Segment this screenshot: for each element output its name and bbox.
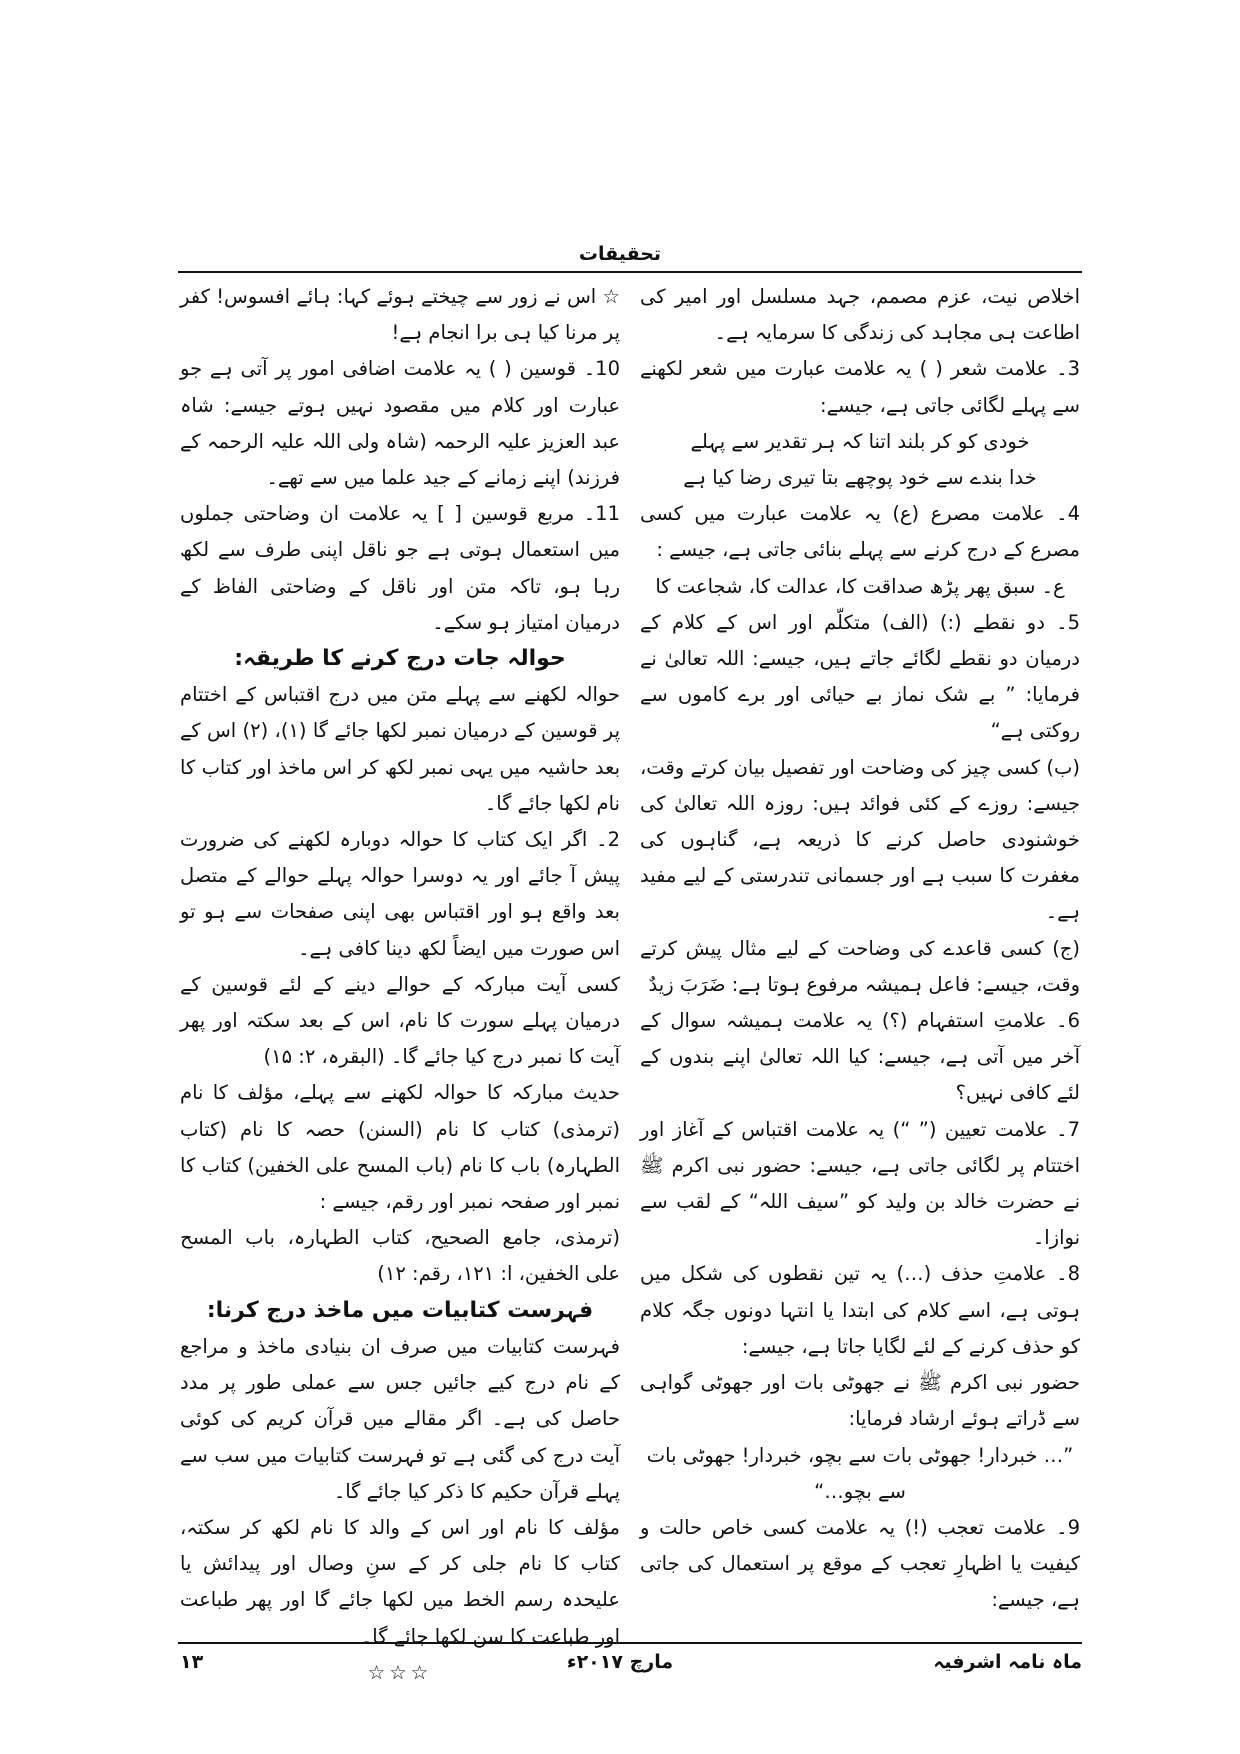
left-column-paragraph: حوالہ لکھنے سے پہلے متن میں درج اقتباس کے اختتام پر قوسین کے درمیان نمبر لکھا جائے گا (۱)، (۲) اس کے بعد حاشیہ میں یہی نمبر لکھ کر اس ماخذ اور کتاب کا نام لکھا جائے گا۔ <box>180 683 620 815</box>
left-column-paragraph: مؤلف کا نام اور اس کے والد کا نام لکھ کر سکتہ، کتاب کا نام جلی کر کے سنِ وصال اور پیدائش یا علیحدہ رسم الخط میں لکھا جائے گا اور پھر طباعت اور طباعت کا سن لکھا جائے گا۔ <box>180 1515 620 1648</box>
page-header-title: تحقیقات <box>578 243 662 265</box>
header-rule <box>178 271 1082 273</box>
left-column-paragraph: (ترمذی، جامع الصحیح، کتاب الطہارہ، باب المسح علی الخفین، ا: ۱۲۱، رقم: ۱۲) <box>180 1226 620 1286</box>
left-column-paragraph: 10۔ قوسین ( ) یہ علامت اضافی امور پر آتی ہے جو عبارت اور کلام میں مقصود نہیں ہوتے جیسے: شاہ عبد العزیز علیہ الرحمہ (شاہ ولی اللہ علیہ الرحمہ کے فرزند) اپنے زمانے کے جید علما میں سے تھے۔ <box>180 357 620 490</box>
right-column-paragraph: ”… خبردار! جھوٹی بات سے بچو، خبردار! جھوٹی بات سے بچو…“ <box>646 1443 1074 1503</box>
right-column-paragraph: خودی کو کر بلند اتنا کہ ہر تقدیر سے پہلے <box>690 429 1030 453</box>
footer-page-number: ۱۳ <box>180 1651 204 1673</box>
right-column-paragraph: 5۔ دو نقطے (:) (الف) متکلّم اور اس کے کلام کے درمیان دو نقطے لگائے جاتے ہیں، جیسے: اللہ تعالیٰ نے فرمایا: ” بے شک نماز بے حیائی اور برے کاموں سے روکتی ہے“ <box>640 610 1080 743</box>
right-column-paragraph: 6۔ علامتِ استفہام (؟) یہ علامت ہمیشہ سوال کے آخر میں آتی ہے، جیسے: کیا اللہ تعالیٰ اپنے بندوں کے لئے کافی نہیں؟ <box>640 1009 1080 1105</box>
footer-rule <box>178 1642 1082 1644</box>
right-column-paragraph: 3۔ علامت شعر ( ) یہ علامت عبارت میں شعر لکھنے سے پہلے لگائی جاتی ہے، جیسے: <box>640 357 1080 417</box>
left-column-paragraph: حدیث مبارکہ کا حوالہ لکھنے سے پہلے، مؤلف کا نام (ترمذی) کتاب کا نام (السنن) حصہ کا نام (کتاب الطہارہ) باب کا نام (باب المسح علی الخفین) کتاب کا نمبر اور صفحہ نمبر اور رقم، جیسے : <box>180 1081 620 1214</box>
left-column-paragraph: کسی آیت مبارکہ کے حوالے دینے کے لئے قوسین کے درمیان پہلے سورت کا نام، اس کے بعد سکتہ اور پھر آیت کا نمبر درج کیا جائے گا۔ (البقرہ، ۲: ۱۵) <box>180 972 620 1069</box>
right-column-paragraph: (ج) کسی قاعدے کی وضاحت کے لیے مثال پیش کرتے وقت، جیسے: فاعل ہمیشہ مرفوع ہوتا ہے: ضَرَبَ زیدٌ <box>640 936 1080 996</box>
right-column-paragraph: اخلاص نیت، عزم مصمم، جہد مسلسل اور امیر کی اطاعت ہی مجاہد کی زندگی کا سرمایہ ہے۔ <box>640 285 1080 345</box>
footer-date: مارچ ۲۰۱۷ء <box>566 1651 674 1673</box>
right-column-paragraph: (ب) کسی چیز کی وضاحت اور تفصیل بیان کرتے وقت، جیسے: روزے کے کئی فوائد ہیں: روزہ اللہ تعالیٰ کی خوشنودی حاصل کرنے کا ذریعہ ہے، گناہوں کی مغفرت کا سبب ہے اور جسمانی تندرستی کے لیے مفید ہے۔ <box>640 755 1080 924</box>
right-column-paragraph: حضور نبی اکرم ﷺ نے جھوٹی بات اور جھوٹی گواہی سے ڈراتے ہوئے ارشاد فرمایا: <box>640 1371 1080 1431</box>
left-column-paragraph: فہرست کتابیات میں صرف ان بنیادی ماخذ و مراجع کے نام درج کیے جائیں جس سے عملی طور پر مدد حاصل کی ہے۔ اگر مقالے میں قرآن کریم کی کوئی آیت درج کی گئی ہے تو فہرست کتابیات میں سب سے پہلے قرآن حکیم کا ذکر کیا جائے گا۔ <box>180 1334 620 1503</box>
left-column-paragraph: ☆ اس نے زور سے چیختے ہوئے کہا: ہائے افسوس! کفر پر مرنا کیا ہی برا انجام ہے! <box>180 285 620 345</box>
right-column-paragraph: ع۔ سبق پھر پڑھ صداقت کا، عدالت کا، شجاعت کا <box>655 574 1065 598</box>
right-column-paragraph: 7۔ علامت تعیین (” “) یہ علامت اقتباس کے آغاز اور اختتام پر لگائی جاتی ہے، جیسے: حضور نبی اکرم ﷺ نے حضرت خالد بن ولید کو ”سیف اللہ“ کے لقب سے نوازا۔ <box>640 1117 1080 1250</box>
right-column-paragraph: 4۔ علامت مصرع (ع) یہ علامت عبارت میں کسی مصرع کے درج کرنے سے پہلے بنائی جاتی ہے، جیسے : <box>640 502 1080 562</box>
left-column <box>180 279 620 1691</box>
left-column-paragraph: 11۔ مربع قوسین [ ] یہ علامت ان وضاحتی جملوں میں استعمال ہوتی ہے جو ناقل اپنی طرف سے لکھ رہا ہو، تاکہ متن اور ناقل کے وضاحتی الفاظ کے درمیان امتیاز ہو سکے۔ <box>180 502 620 634</box>
left-column-paragraph: حوالہ جات درج کرنے کا طریقہ: <box>234 646 566 672</box>
footer-magazine-name: ماہ نامہ اشرفیہ <box>933 1651 1082 1673</box>
left-column-paragraph: فہرست کتابیات میں ماخذ درج کرنا: <box>206 1297 594 1323</box>
right-column-paragraph: خدا بندے سے خود پوچھے بتا تیری رضا کیا ہے <box>683 466 1037 490</box>
right-column <box>640 279 1080 1619</box>
left-column-paragraph: ☆☆☆ <box>367 1660 433 1684</box>
left-column-paragraph: 2۔ اگر ایک کتاب کا حوالہ دوبارہ لکھنے کی ضرورت پیش آ جائے اور یہ دوسرا حوالہ پہلے حوالے کے متصل بعد واقع ہو اور اقتباس بھی اپنی صفحات سے ہو تو اس صورت میں ایضاً لکھ دینا کافی ہے۔ <box>180 828 620 960</box>
right-column-paragraph: 8۔ علامتِ حذف (…) یہ تین نقطوں کی شکل میں ہوتی ہے، اسے کلام کی ابتدا یا انتہا دونوں جگہ کلام کو حذف کرنے کے لئے لگایا جاتا ہے، جیسے: <box>640 1262 1080 1358</box>
right-column-paragraph: 9۔ علامت تعجب (!) یہ علامت کسی خاص حالت و کیفیت یا اظہارِ تعجب کے موقع پر استعمال کی جاتی ہے، جیسے: <box>640 1515 1080 1612</box>
